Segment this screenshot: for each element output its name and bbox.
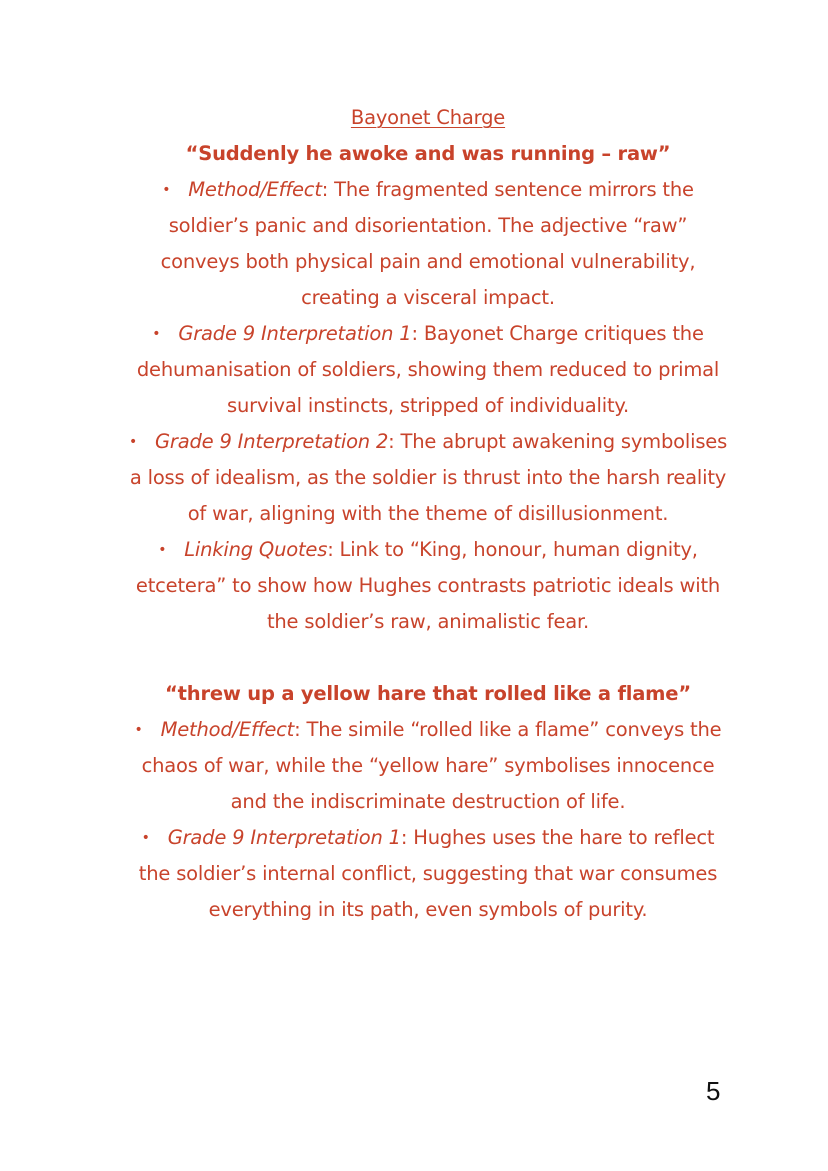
- bullet-label: Method/Effect: [160, 718, 295, 741]
- bullet-item: [128, 712, 728, 820]
- bullet-label: Linking Quotes: [184, 538, 328, 561]
- page-content: [128, 100, 728, 928]
- bullet-label: Grade 9 Interpretation 2: [155, 430, 389, 453]
- bullet-icon: •: [158, 542, 167, 558]
- bullet-text: : Hughes uses the hare to reflect the soldier’s internal conflict, suggesting that war consumes everything in its path, even symbols of purity.: [138, 826, 718, 921]
- bullet-item: [128, 172, 728, 316]
- section-quote: “threw up a yellow hare that rolled like a flame”: [165, 682, 691, 705]
- bullet-label: Grade 9 Interpretation 1: [178, 322, 412, 345]
- bullet-icon: •: [141, 830, 150, 846]
- section-spacer: [128, 640, 728, 676]
- section-quote: “Suddenly he awoke and was running – raw”: [185, 142, 671, 165]
- bullet-text: : The simile “rolled like a flame” conveys the chaos of war, while the “yellow hare” symbolises innocence and the indiscriminate destruction of life.: [141, 718, 722, 813]
- bullet-item: [128, 532, 728, 640]
- bullet-item: [128, 820, 728, 928]
- bullet-icon: •: [128, 434, 137, 450]
- bullet-text: : The fragmented sentence mirrors the soldier’s panic and disorientation. The adjective “raw” conveys both physical pain and emotional vulnerability, creating a visceral impact.: [160, 178, 696, 309]
- bullet-icon: •: [152, 326, 161, 342]
- section-yellow-hare: [128, 676, 728, 928]
- bullet-text: : Bayonet Charge critiques the dehumanisation of soldiers, showing them reduced to primal survival instincts, stripped of individuality.: [136, 322, 720, 417]
- bullet-item: [128, 316, 728, 424]
- section-suddenly-he-awoke: [128, 136, 728, 640]
- bullet-item: [128, 424, 728, 532]
- bullet-text: : Link to “King, honour, human dignity, etcetera” to show how Hughes contrasts patriotic ideals with the soldier’s raw, animalistic fear.: [135, 538, 721, 633]
- bullet-icon: •: [162, 182, 171, 198]
- bullet-label: Grade 9 Interpretation 1: [167, 826, 401, 849]
- page-number: 5: [706, 1076, 721, 1106]
- bullet-label: Method/Effect: [188, 178, 322, 201]
- page-title: Bayonet Charge: [350, 106, 506, 129]
- bullet-text: : The abrupt awakening symbolises a loss of idealism, as the soldier is thrust into the harsh reality of war, aligning with the theme of disillusionment.: [129, 430, 728, 525]
- bullet-icon: •: [134, 722, 143, 738]
